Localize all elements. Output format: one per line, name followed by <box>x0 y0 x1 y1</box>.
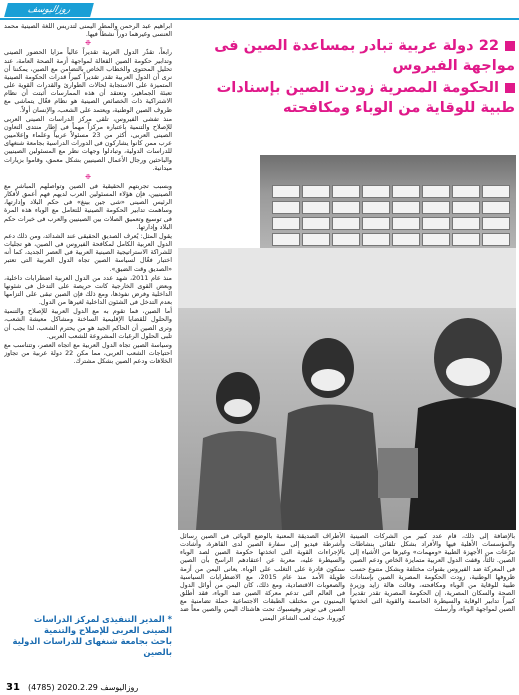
bullet-square-icon <box>505 41 515 51</box>
issue-info: روزاليوسف 2020.2.29 (4785) <box>28 683 139 692</box>
bullet-square-icon <box>505 83 515 93</box>
article-paragraph: منذ عام 2011، شهد عدد من الدول العربية اضطرابات داخلية، وبعض القوى الخارجية كانت حريصة على التدخل فى شئونها الداخلية وفرض نفوذها، ومع ذلك فإن الصين تبقى على التزامها بعدم التدخل فى الشئون الداخلية لغيرها من الدول. <box>4 273 172 307</box>
headline-line-1: 22 دولة عربية تبادر بمساعدة الصين فى مواجهة الفيروس <box>214 37 515 74</box>
paragraph-separator: ❉ <box>85 39 91 48</box>
people-in-masks-photo <box>178 248 516 530</box>
header-divider <box>0 18 519 20</box>
left-article-column <box>4 22 172 612</box>
article-paragraph: وبسبب تجربتهم الحقيقية فى الصين وتواصلهم المباشر مع الصينيين، فإن هؤلاء المسئولين العرب لديهم فهم أعمق لأفكار الرئيس الصينى «شى جين بينغ» فى حكم البلاد وإدارتها، وساهمت تدابير الحكومة الصينية للتعامل مع الوباء هذه المرة فى توسيع وتعميق الصلات بين الصينيين والعرب فى خبرات حكم البلاد وإدارتها. <box>4 181 172 231</box>
headline-line-2: الحكومة المصرية زودت الصين بإسنادات طبية للوقاية من الوباء ومكافحته <box>216 79 515 116</box>
author-affiliation-line: باحث بجامعة شنغهاى للدراسات الدولية بالصين <box>12 636 172 657</box>
article-paragraph: وسياسة الصين تجاه الدول العربية مع اتجاه العصر، وتتناسب مع احتياجات الشعب العربى، مما مكن 22 دولة عربية من تجاوز الخلافات ودعم الصين بشكل مشترك. <box>4 340 172 366</box>
magazine-logo: روزاليوسف <box>4 3 94 17</box>
article-paragraph: ابراهيم عبد الرحمن والمطر اليمنى لتدريس اللغة الصينية محمد العنسى وغيرهما دوراً نشطاً فيها. <box>4 22 172 39</box>
page-number: 31 <box>6 682 20 693</box>
author-title-line: * المدير التنفيذى لمركز الدراسات الصينى العربى للإصلاح والتنمية <box>33 614 172 635</box>
masked-crowd-illustration <box>178 248 516 530</box>
magazine-header <box>0 0 519 20</box>
article-paragraph: بالإضافة إلى ذلك، قام عدد كبير من الشركات الصينية والمؤسسات الأهلية فيها والأفراد بشكل تلقائى بنشاطات تبرّعات من الأجهزة الطبية «ومهمات» وغيرها من الأشياء إلى الصين. ثالثاً، وقفت الدول العربية متمايزة الخاص ودعم الصين فى المعركة ضد الفيروس بقنوات مختلفة وبشكل متنوع حسب ظروفها الوطنية، زودت الحكومة المصرية الصين بإسنادات طبية للوقاية من الوباء ومكافحته، وقالت هالة زايد وزيرة الصحة والسكان المصرية، إن الحكومة المصرية تقدر تقديراً كبيراً تدابير الوقاية والسيطرة الحاسمة والقوية التى اتخذتها الصين لمواجهة الوباء، وأرسلت <box>350 532 515 614</box>
author-note <box>4 614 172 680</box>
article-paragraph: الأطراف الصديقة المعنية بالوضع الوبائى فى الصين رسائل وأشرطة فيديو إلى سفارة الصين لدى القاهرة، وأشادت بالإجراءات القوية التى اتخذتها حكومة الصين لصد الوباء والسيطرة عليه، معربة عن اعتقادهم الراسخ بأن الصين ستكون قادرة على التغلب على الوباء. يعانى اليمن من أزمة طويلة الأمد منذ عام 2015، مع الاضطرابات السياسية والصعوبات الاقتصادية، ومع ذلك، كان اليمن من أوائل الدول فى العالم التى تدعم معركة الصين ضد الوباء، فقد أطلق اليمنيون من مختلف الطبقات الاجتماعية حملة تضامنية مع الصين فى تويتر وفيسبوك تحت هاشتاك اليمن والصين معاً ضد كورونا، حيث لعب الشاعر اليمنى <box>180 532 345 622</box>
article-paragraph: منذ تفشى الفيروس، تلقى مركز الدراسات الصينى العربى للإصلاح والتنمية باعتباره مركزاً مهماً فى إطار منتدى التعاون الصينى العربى، أكثر من 23 مسئولاً عربياً وعلماء وإعلاميين عرب ممن كانوا يشاركون فى الدورات الدراسية بجامعة شنغهاى للدراسات الدولية، وتبادلوا وجهات نظر مع المسئولين الصينيين والباحثين ورجال الأعمال الصينيين بشكل معمق، وقاموا بزيارات ميدانية. <box>4 114 172 172</box>
paragraph-separator: ❉ <box>85 172 91 181</box>
right-article-column <box>350 532 515 680</box>
article-paragraph: أما الصين، فما تقوم به مع الدول العربية للإصلاح والتنمية والحلول للقضايا الإقليمية الساخنة ومشاكل معيشة الشعب، وترى الصين أن الحاكم الجيد هو من يحترم الشعب، لذا يجب أن تلبى الحلول الرغبات المشروعة للشعب العربى. <box>4 307 172 340</box>
page-footer <box>0 681 519 695</box>
article-paragraph: رابعاً، تقدّر الدول العربية تقديراً عالياً مزايا الحضور الصينى وتدابير حكومة الصين الفعالة لمواجهة أزمة الصحة العامة، عند تحليل المحتوى والخطاب الخاص بالتضامن مع الصين، يمكننا أن نرى أن الدول العربية تقدر تقديراً كبيراً قدرات الحكومة الصينية المتميزة على الاستجابة لحالات الطوارئ والقدرات القوية على تعبئة الجماهير، وتعتقد أن هذه الممارسات أثبتت أن نظام الاشتراكية ذات الخصائص الصينية هو نظام فعّال يتماشى مع ظروف الصين الوطنية، ويعتمد على الشعب، والإنسان أولاً. <box>4 48 172 114</box>
article-headline <box>180 36 515 120</box>
article-paragraph: يقول المثل: يُعرف الصديق الحقيقى عند الشدائد، ومن ذلك دعم الدول العربية الكامل لمكافحة الفيروس فى الصين، هو تجليات للشراكة الاستراتيجية الصينية العربية فى العصر الجديد، كما أنه اختبار فعّال لسياسة الصين تجاه الدول العربية التى تعتبر «الصديق وقت الضيق». <box>4 231 172 273</box>
middle-article-column <box>180 532 345 680</box>
